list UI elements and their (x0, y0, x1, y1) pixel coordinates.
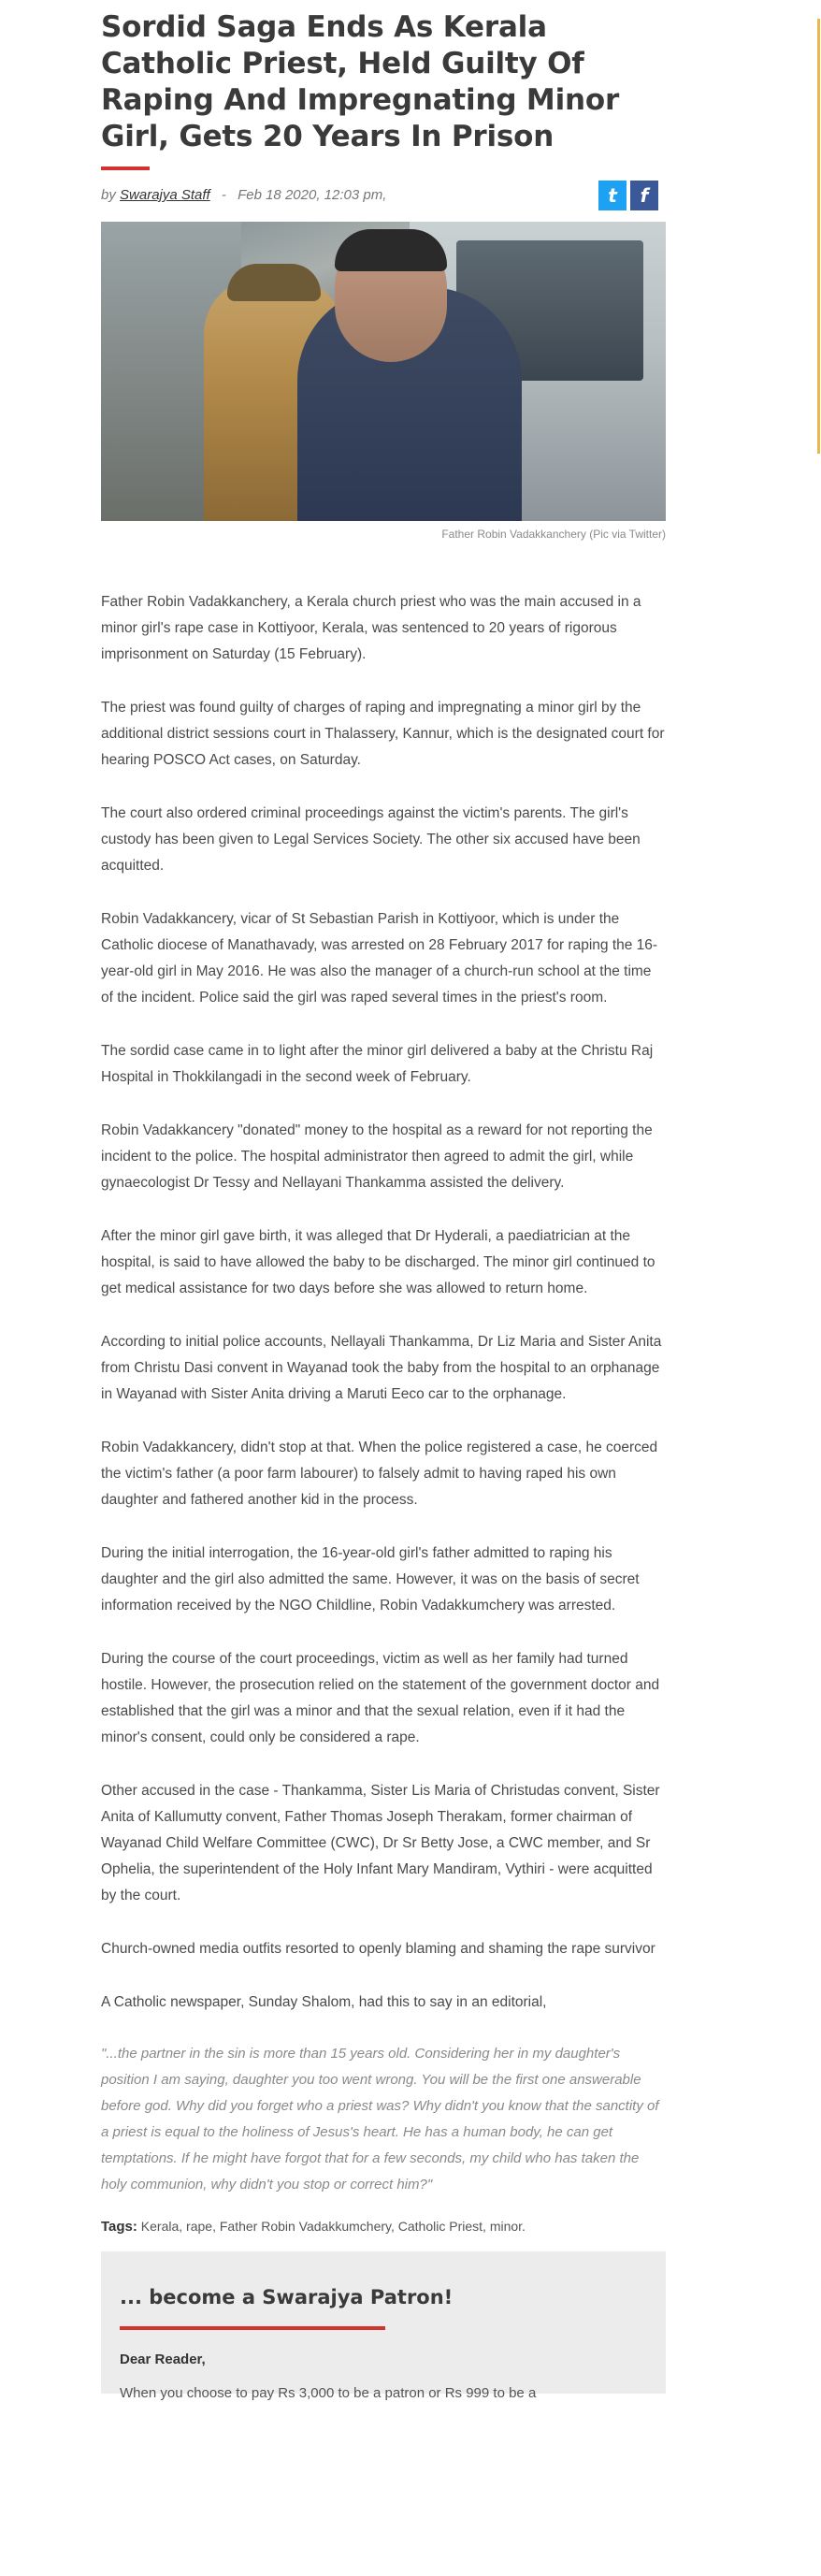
tag-link[interactable]: Catholic Priest (397, 2219, 483, 2234)
byline (101, 187, 386, 203)
patron-greeting: Dear Reader, (120, 2352, 206, 2367)
byline-row (101, 181, 666, 212)
article-paragraph: Church-owned media outfits resorted to openly blaming and shaming the rape survivor (101, 1941, 655, 1957)
twitter-icon: t (608, 184, 617, 207)
article-hero-image (101, 222, 666, 521)
patron-box (101, 2251, 666, 2401)
patron-accent-rule (120, 2326, 385, 2330)
editorial-quote: "...the partner in the sin is more than 15 years old. Considering her in my daughter's position I am saying, daughter you too went wrong. You will be the first one answerable before god. Why did you forget who a priest was? Why didn't you know that the sanctity of a priest is equal to the holiness of Jesus's heart. He has a human body, he can get temptations. If he might have forgot that for a few seconds, my child who has taken the holy communion, why didn't you stop or correct him?" (101, 2046, 659, 2192)
facebook-icon: f (640, 184, 649, 207)
tag-link[interactable]: rape (186, 2219, 213, 2234)
tags-label: Tags: (101, 2219, 137, 2235)
article-paragraph: According to initial police accounts, Nellayali Thankamma, Dr Liz Maria and Sister Anita from Christu Dasi convent in Wayanad took the baby from the hospital to an orphanage in Wayanad with Sister Anita driving a Maruti Eeco car to the orphanage. (101, 1334, 662, 1402)
article-title: Sordid Saga Ends As Kerala Catholic Priest, Held Guilty Of Raping And Impregnating Minor Girl, Gets 20 Years In Prison (101, 10, 620, 153)
article-paragraph: The sordid case came in to light after the minor girl delivered a baby at the Christu Raj Hospital in Thokkilangadi in the second week of February. (101, 1043, 654, 1085)
byline-separator: - (221, 187, 226, 203)
facebook-share-button[interactable] (630, 181, 658, 210)
article-paragraph: The priest was found guilty of charges of raping and impregnating a minor girl by the additional district sessions court in Thalassery, Kannur, which is the designated court for hearing POSCO Act cases, on Saturday. (101, 700, 665, 768)
scroll-indicator[interactable] (817, 19, 820, 454)
article-paragraph: The court also ordered criminal proceedings against the victim's parents. The girl's custody has been given to Legal Services Society. The other six accused have been acquitted. (101, 805, 641, 874)
article-paragraph: A Catholic newspaper, Sunday Shalom, had this to say in an editorial, (101, 1994, 547, 2010)
tag-link[interactable]: Father Robin Vadakkumchery (219, 2219, 391, 2234)
tags-row: Tags: Kerala, rape, Father Robin Vadakkumchery, Catholic Priest, minor. (101, 2219, 526, 2235)
publish-date: Feb 18 2020, 12:03 pm, (238, 187, 387, 203)
article-paragraph: After the minor girl gave birth, it was alleged that Dr Hyderali, a paediatrician at the hospital, is said to have allowed the baby to be discharged. The minor girl continued to get medical assistance for two days before she was allowed to return home. (101, 1228, 655, 1296)
article-paragraph: Robin Vadakkancery, vicar of St Sebastian Parish in Kottiyoor, which is under the Catholic diocese of Manathavady, was arrested on 28 February 2017 for raping the 16-year-old girl in May 2016. He was also the manager of a church-run school at the time of the incident. Police said the girl was raped several times in the priest's room. (101, 911, 658, 1006)
author-link[interactable]: Swarajya Staff (120, 187, 210, 203)
patron-heading: ... become a Swarajya Patron! (120, 2286, 454, 2308)
patron-body-text: When you choose to pay Rs 3,000 to be a patron or Rs 999 to be a (120, 2385, 537, 2401)
byline-prefix: by (101, 187, 116, 203)
article-paragraph: During the initial interrogation, the 16-year-old girl's father admitted to raping his daughter and the girl also admitted the same. However, it was on the basis of secret information received by the NGO Childline, Robin Vadakkumchery was arrested. (101, 1545, 640, 1614)
article-paragraph: Robin Vadakkancery "donated" money to the hospital as a reward for not reporting the incident to the police. The hospital administrator then agreed to admit the girl, while gynaecologist Dr Tessy and Nellayani Thankamma assisted the delivery. (101, 1122, 653, 1191)
article-paragraph: Robin Vadakkancery, didn't stop at that. When the police registered a case, he coerced the victim's father (a poor farm labourer) to falsely admit to having raped his own daughter and fathered another kid in the process. (101, 1440, 658, 1508)
tag-link[interactable]: minor (489, 2219, 523, 2234)
twitter-share-button[interactable] (598, 181, 627, 210)
article (101, 0, 666, 2401)
article-paragraph: Father Robin Vadakkanchery, a Kerala church priest who was the main accused in a minor girl's rape case in Kottiyoor, Kerala, was sentenced to 20 years of rigorous imprisonment on Saturday (15 February). (101, 594, 641, 662)
image-caption: Father Robin Vadakkanchery (Pic via Twitter) (441, 528, 666, 541)
article-paragraph: Other accused in the case - Thankamma, Sister Lis Maria of Christudas convent, Sister Anita of Kallumutty convent, Father Thomas Joseph Therakam, former chairman of Wayanad Child Welfare Committee (CWC), Dr Sr Betty Jose, a CWC member, and Sr Ophelia, the superintendent of the Holy Infant Mary Mandiram, Vythiri - were acquitted by the court. (101, 1783, 660, 1903)
title-accent-rule (101, 166, 150, 170)
tag-link[interactable]: Kerala (140, 2219, 180, 2234)
article-paragraph: During the course of the court proceedings, victim as well as her family had turned hostile. However, the prosecution relied on the statement of the government doctor and established that the girl was a minor and that the sexual relation, even if it had the minor's consent, could only be considered a rape. (101, 1651, 660, 1745)
share-buttons (598, 181, 658, 210)
